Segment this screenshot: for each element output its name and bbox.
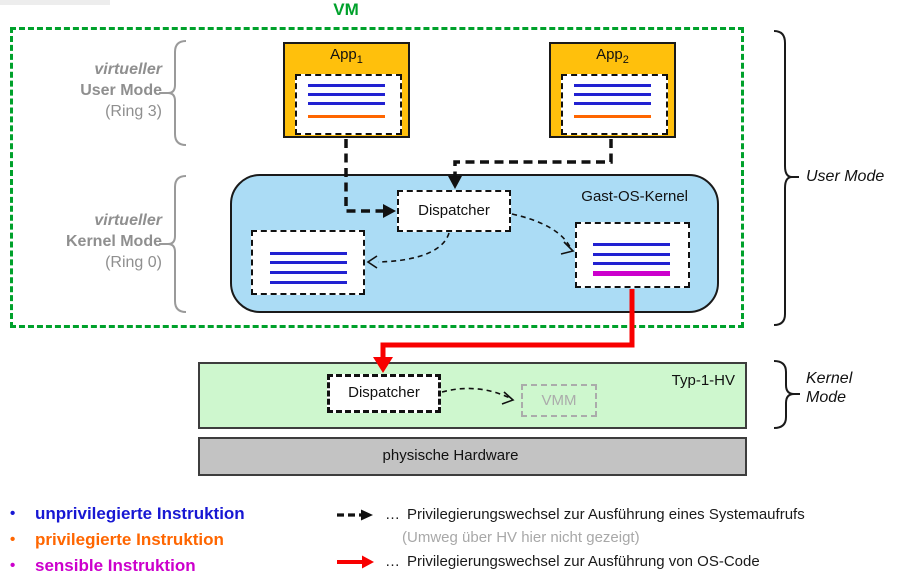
privileged-instruction-line	[574, 115, 651, 118]
bullet-icon: •	[10, 505, 16, 522]
vmm-box: VMM	[521, 384, 597, 417]
unprivileged-instruction-line	[593, 262, 670, 265]
virtual-user-mode-line2: User Mode	[80, 82, 162, 99]
guest-dispatcher-box: Dispatcher	[397, 190, 511, 232]
legend-oscode-label: Privilegierungswechsel zur Ausführung von OS-Code	[407, 553, 760, 570]
app1-instruction-block	[295, 74, 402, 135]
guest-instruction-block-right	[575, 222, 690, 288]
legend-syscall-note: (Umweg über HV hier nicht gezeigt)	[402, 529, 640, 546]
app2-title: App$_2$	[596, 46, 629, 66]
legend-unprivileged-instruction	[10, 504, 245, 524]
legend-privileged-label: privilegierte Instruktion	[35, 530, 224, 549]
unprivileged-instruction-line	[308, 102, 385, 105]
type1-hypervisor-label: Typ-1-HV	[671, 372, 735, 389]
virtual-kernel-mode-line2: Kernel Mode	[65, 233, 162, 250]
unprivileged-instruction-line	[593, 253, 670, 256]
unprivileged-instruction-line	[270, 252, 347, 255]
top-left-artifact	[0, 0, 110, 5]
app1-title: App$_1$	[330, 46, 363, 66]
unprivileged-instruction-line	[270, 281, 347, 284]
physical-hardware-label: physische Hardware	[382, 447, 519, 464]
bullet-icon: •	[10, 531, 16, 548]
legend-privileged-instruction	[10, 530, 224, 550]
legend-oscode-arrow-row	[336, 553, 760, 570]
vm-title: VM	[333, 0, 359, 19]
ellipsis: …	[385, 506, 400, 523]
unprivileged-instruction-line	[574, 84, 651, 87]
legend-syscall-label: Privilegierungswechsel zur Ausführung eines Systemaufrufs	[407, 506, 805, 523]
virtual-kernel-mode-line3: (Ring 0)	[105, 254, 162, 271]
app2-instruction-block	[561, 74, 668, 135]
ellipsis: …	[385, 553, 400, 570]
red-arrow-icon	[336, 555, 374, 569]
virtual-kernel-mode-line1: virtueller	[94, 212, 162, 229]
app1-box	[283, 42, 410, 138]
sensitive-instruction-line	[593, 271, 670, 276]
unprivileged-instruction-line	[308, 84, 385, 87]
unprivileged-instruction-line	[593, 243, 670, 246]
virtual-kernel-mode-label	[30, 210, 162, 273]
virtual-user-mode-line1: virtueller	[94, 61, 162, 78]
user-mode-brace	[774, 31, 792, 325]
privileged-instruction-line	[308, 115, 385, 118]
user-mode-label: User Mode	[806, 168, 885, 185]
legend-sensitive-instruction	[10, 556, 196, 576]
unprivileged-instruction-line	[574, 93, 651, 96]
dashed-arrow-icon	[336, 508, 374, 522]
legend-syscall-arrow-row	[336, 506, 805, 523]
legend-unprivileged-label: unprivilegierte Instruktion	[35, 504, 245, 523]
bullet-icon: •	[10, 557, 16, 574]
kernel-mode-label: Kernel Mode	[806, 370, 853, 406]
legend-sensitive-label: sensible Instruktion	[35, 556, 196, 575]
unprivileged-instruction-line	[574, 102, 651, 105]
unprivileged-instruction-line	[270, 261, 347, 264]
kernel-mode-brace	[774, 361, 794, 428]
guest-os-kernel-label: Gast-OS-Kernel	[581, 188, 688, 205]
app2-box	[549, 42, 676, 138]
unprivileged-instruction-line	[270, 271, 347, 274]
hv-dispatcher-box: Dispatcher	[327, 374, 441, 413]
virtual-user-mode-label	[30, 59, 162, 122]
unprivileged-instruction-line	[308, 93, 385, 96]
type1-hypervisor-box	[198, 362, 747, 429]
virtual-user-mode-line3: (Ring 3)	[105, 103, 162, 120]
guest-instruction-block-left	[251, 230, 365, 295]
